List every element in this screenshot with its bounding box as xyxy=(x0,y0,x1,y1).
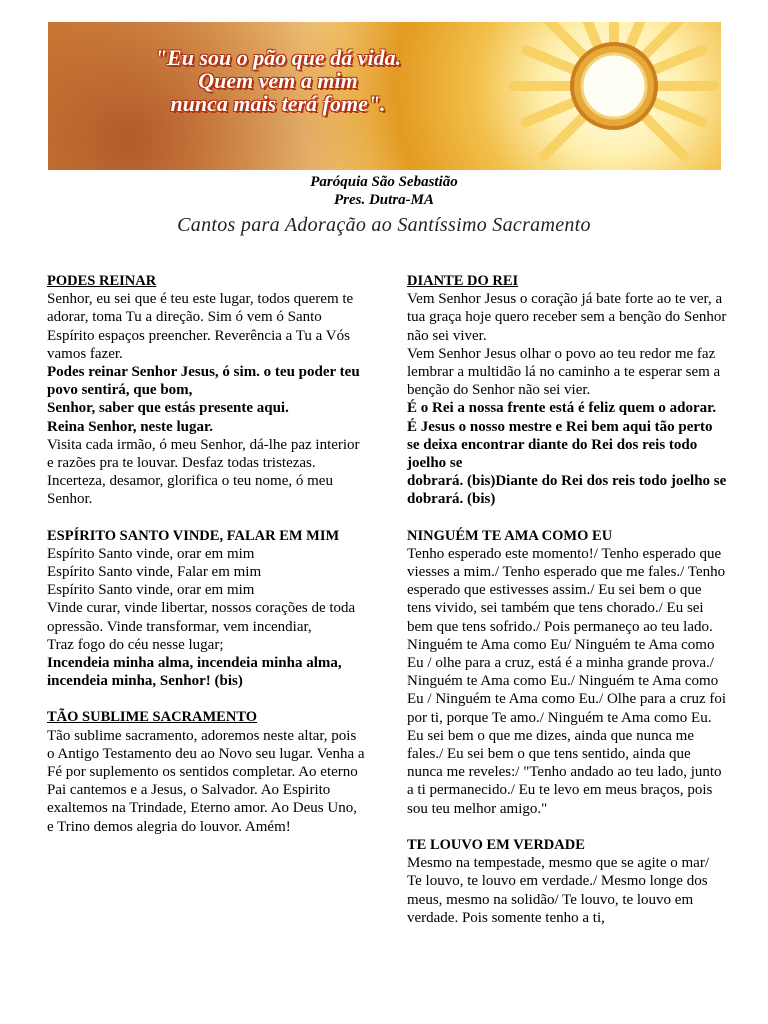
song-tao-sublime xyxy=(47,708,367,835)
header-banner xyxy=(48,22,721,170)
parish-city: Pres. Dutra-MA xyxy=(333,192,434,208)
song-title: DIANTE DO REI xyxy=(407,273,519,289)
song-title: TÃO SUBLIME SACRAMENTO xyxy=(47,709,258,726)
banner-quote xyxy=(68,46,488,115)
right-column xyxy=(407,272,727,945)
chorus-line: Reina Senhor, neste lugar. xyxy=(47,418,213,435)
banner-quote-line: "Eu sou o pão que dá vida. xyxy=(154,45,402,70)
song-title: ESPÍRITO SANTO VINDE, FALAR EM MIM xyxy=(47,527,340,544)
chorus-line: Podes reinar Senhor Jesus, ó sim. o teu poder teu povo sentirá, que bom, xyxy=(47,364,360,399)
verse-line: Vinde curar, vinde libertar, nossos corações de toda xyxy=(47,600,356,617)
verse-line: opressão. Vinde transformar, vem incendiar, xyxy=(47,618,312,635)
song-podes-reinar xyxy=(47,272,367,509)
verse-line: Espírito Santo vinde, orar em mim xyxy=(47,582,255,599)
song-diante-do-rei xyxy=(407,272,727,509)
song-ninguem-te-ama xyxy=(407,527,727,818)
verse-line: Espírito Santo vinde, Falar em mim xyxy=(47,564,262,581)
song-title: NINGUÉM TE AMA COMO EU xyxy=(407,527,613,544)
song-title: TE LOUVO EM VERDADE xyxy=(407,836,585,853)
verse-line: Espírito Santo vinde, orar em mim xyxy=(47,545,255,562)
parish-name: Paróquia São Sebastião xyxy=(310,174,458,190)
left-column xyxy=(47,272,367,854)
verse: Visita cada irmão, ó meu Senhor, dá-lhe paz interior e razões pra te louvar. Desfaz todas tristezas. Incerteza, desamor, glorifica o teu nome, ó meu Senhor. xyxy=(47,436,360,508)
chorus-line: Incendeia minha alma, incendeia minha alma, xyxy=(47,655,342,672)
chorus-line: Senhor, saber que estás presente aqui. xyxy=(47,400,289,417)
chorus: dobrará. (bis)Diante do Rei dos reis todo joelho se dobrará. (bis) xyxy=(407,473,727,508)
chorus: É o Rei a nossa frente está é feliz quem o adorar. É Jesus o nosso mestre e Rei bem aqui tão perto se deixa encontrar diante do Rei dos reis todo joelho se xyxy=(407,400,717,472)
verse-line: Traz fogo do céu nesse lugar; xyxy=(47,636,224,653)
verse: Vem Senhor Jesus olhar o povo ao teu redor me faz lembrar a multidão lá no caminho a te esperar sem a benção do Senhor não sei vier. xyxy=(407,345,721,399)
page-subtitle: Cantos para Adoração ao Santíssimo Sacramento xyxy=(177,214,591,236)
song-te-louvo xyxy=(407,836,727,927)
verse: Mesmo na tempestade, mesmo que se agite o mar/ Te louvo, te louvo em verdade./ Mesmo longe dos meus, mesmo na solidão/ Te louvo, te louvo em verdade. Pois somente tenho a ti, xyxy=(407,855,709,926)
verse: Senhor, eu sei que é teu este lugar, todos querem te adorar, toma Tu a direção. Sim ó vem ó Santo Espírito espaços preencher. Reverência a Tu a Vós vamos fazer. xyxy=(47,291,354,362)
verse: Tão sublime sacramento, adoremos neste altar, pois o Antigo Testamento deu ao Novo seu lugar. Venha a Fé por suplemento os sentidos completar. Ao eterno Pai cantemos e a Jesus, o Salvador. Ao Espirito exaltemos na Trindade, Eterno amor. Ao Deus Uno, e Trino demos alegria do louvor. Amém! xyxy=(47,727,365,835)
song-espirito-santo xyxy=(47,527,367,691)
song-title: PODES REINAR xyxy=(47,273,157,289)
chorus-line: incendeia minha, Senhor! (bis) xyxy=(47,673,243,690)
verse: Vem Senhor Jesus o coração já bate forte ao te ver, a tua graça hoje quero receber sem a benção do Senhor não sei viver. xyxy=(407,291,727,344)
banner-quote-line: nunca mais terá fome". xyxy=(170,91,386,116)
banner-quote-line: Quem vem a mim xyxy=(198,68,358,93)
verse: Tenho esperado este momento!/ Tenho esperado que viesses a mim./ Tenho esperado que me fales./ Tenho esperado que estivesses assim./ Eu sei bem o que tens vivido, sei também que tens chorado./ Eu sei bem que tens sofrido./ Pois permaneço ao teu lado. Ninguém te Ama como Eu/ Ninguém te Ama como Eu / olhe para a cruz, está é a minha grande prova./ Ninguém te Ama como Eu./ Ninguém te Ama como Eu / Ninguém te Ama como Eu./ Olhe para a cruz foi por ti, porque Te amo./ Ninguém te Ama como Eu. Eu sei bem o que me dizes, ainda que nunca me fales./ Eu sei bem o que tens sentido, ainda que nunca me reveles:/ "Tenho andado ao teu lado, junto a ti permanecido./ Eu te levo em meus braços, pois sou teu melhor amigo." xyxy=(407,545,727,817)
